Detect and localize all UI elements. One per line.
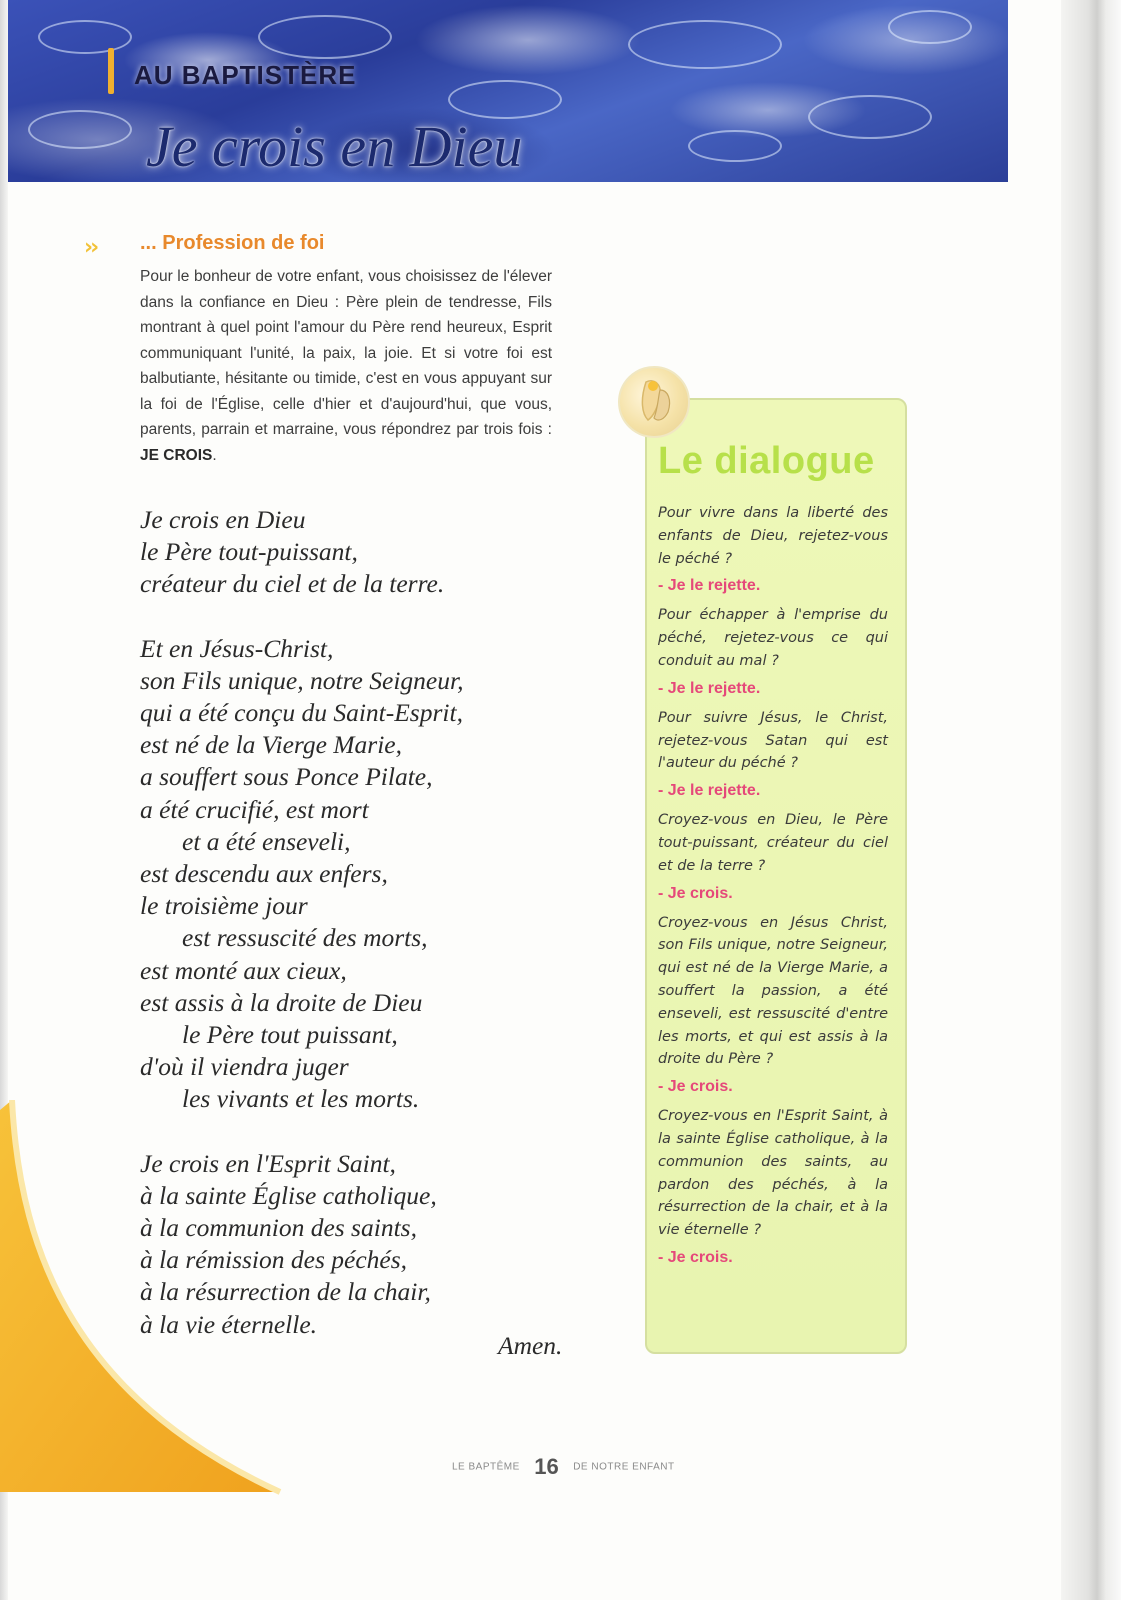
figures-illustration-icon [620, 368, 688, 436]
credo-line: est monté aux cieux, [140, 955, 347, 985]
dialogue-question: Croyez-vous en Jésus Christ, son Fils unique, notre Seigneur, qui est né de la Vierge Marie, a souffert la passion, a été enseveli, est ressuscité d'entre les morts, et qui est assis à la droite du Père ? [658, 914, 888, 1068]
credo-line: à la sainte Église catholique, [140, 1180, 437, 1210]
dialogue-answer: - Je le rejette. [658, 782, 761, 800]
dialogue-question: Croyez-vous en Dieu, le Père tout-puissant, créateur du ciel et de la terre ? [658, 812, 888, 874]
credo-line: est né de la Vierge Marie, [140, 730, 402, 760]
subheading-profession: ... Profession de foi [140, 232, 325, 254]
credo-line: Je crois en Dieu [140, 505, 306, 534]
footer-right-text: DE NOTRE ENFANT [573, 1461, 675, 1473]
credo-line: est ressuscité des morts, [182, 923, 428, 953]
credo-line: le Père tout puissant, [182, 1020, 398, 1050]
credo-line: à la résurrection de la chair, [140, 1277, 431, 1307]
dialogue-answer: - Je crois. [658, 1248, 733, 1266]
amen: Amen. [498, 1331, 563, 1360]
dialogue-question: Pour suivre Jésus, le Christ, rejetez-vous Satan qui est l'auteur du péché ? [658, 709, 888, 772]
water-ripple [258, 15, 392, 59]
dialogue-answer: - Je le rejette. [658, 679, 761, 697]
credo-line: a été crucifié, est mort [140, 794, 369, 824]
dialogue-list [658, 502, 888, 1276]
page-number: 16 [534, 1454, 559, 1479]
water-header-banner [8, 0, 1008, 182]
dialogue-answer: - Je crois. [658, 1078, 733, 1096]
dialogue-answer: - Je le rejette. [658, 577, 761, 595]
page-edge-right [1061, 0, 1121, 1600]
chevron-right-icon: ›› [84, 235, 97, 260]
credo-line: a souffert sous Ponce Pilate, [140, 762, 433, 792]
credo-line: le Père tout-puissant, [140, 537, 358, 567]
intro-paragraph [140, 264, 552, 468]
water-ripple [888, 10, 972, 44]
credo-line: à la vie éternelle. [140, 1309, 318, 1339]
decorative-swoosh [0, 1100, 300, 1540]
credo-line: le troisième jour [140, 891, 308, 921]
dialogue-answer: - Je crois. [658, 884, 733, 902]
credo-line: Je crois en l'Esprit Saint, [140, 1148, 396, 1178]
credo-line: son Fils unique, notre Seigneur, [140, 665, 464, 695]
section-accent-bar [108, 48, 114, 94]
credo-line: à la rémission des péchés, [140, 1245, 408, 1275]
water-ripple [688, 130, 782, 162]
credo-line: qui a été conçu du Saint-Esprit, [140, 698, 463, 728]
dialogue-question: Pour échapper à l'emprise du péché, rejetez-vous ce qui conduit au mal ? [658, 607, 888, 669]
water-ripple [28, 110, 132, 149]
credo-line: créateur du ciel et de la terre. [140, 569, 445, 599]
water-ripple [808, 95, 932, 139]
page-footer [452, 1454, 675, 1480]
credo-line: d'où il viendra juger [140, 1052, 349, 1082]
page-title: Je crois en Dieu [146, 114, 523, 179]
credo-line: est descendu aux enfers, [140, 859, 388, 889]
illustration-badge [618, 366, 690, 438]
credo-line: Et en Jésus-Christ, [140, 633, 334, 663]
dialogue-question: Croyez-vous en l'Esprit Saint, à la sainte Église catholique, à la communion des saints, au pardon des péchés, à la résurrection de la chair, et à la vie éternelle ? [658, 1108, 888, 1239]
credo-line: les vivants et les morts. [182, 1084, 420, 1114]
footer-left-text: LE BAPTÊME [452, 1461, 520, 1473]
dialogue-question: Pour vivre dans la liberté des enfants de Dieu, rejetez-vous le péché ? [658, 505, 888, 567]
intro-text-end: . [212, 446, 217, 464]
intro-emphasis: JE CROIS [140, 446, 213, 464]
credo-line: est assis à la droite de Dieu [140, 987, 423, 1017]
dialogue-title: Le dialogue [658, 440, 875, 482]
section-label: AU BAPTISTÈRE [134, 60, 357, 90]
credo-line: à la communion des saints, [140, 1213, 417, 1243]
credo-line: et a été enseveli, [182, 826, 351, 856]
water-ripple [628, 20, 782, 69]
water-ripple [38, 20, 132, 54]
intro-text: Pour le bonheur de votre enfant, vous choisissez de l'élever dans la confiance en Dieu : Père plein de tendresse, Fils montrant à quel point l'amour du Père rend heureux, Esprit communiquant l'unité, la paix, la joie. Et si votre foi est balbutiante, hésitante ou timide, c'est en vous appuyant sur la foi de l'Église, celle d'hier et d'aujourd'hui, que vous, parents, parrain et marraine, vous répondrez par trois fois : [140, 268, 552, 438]
